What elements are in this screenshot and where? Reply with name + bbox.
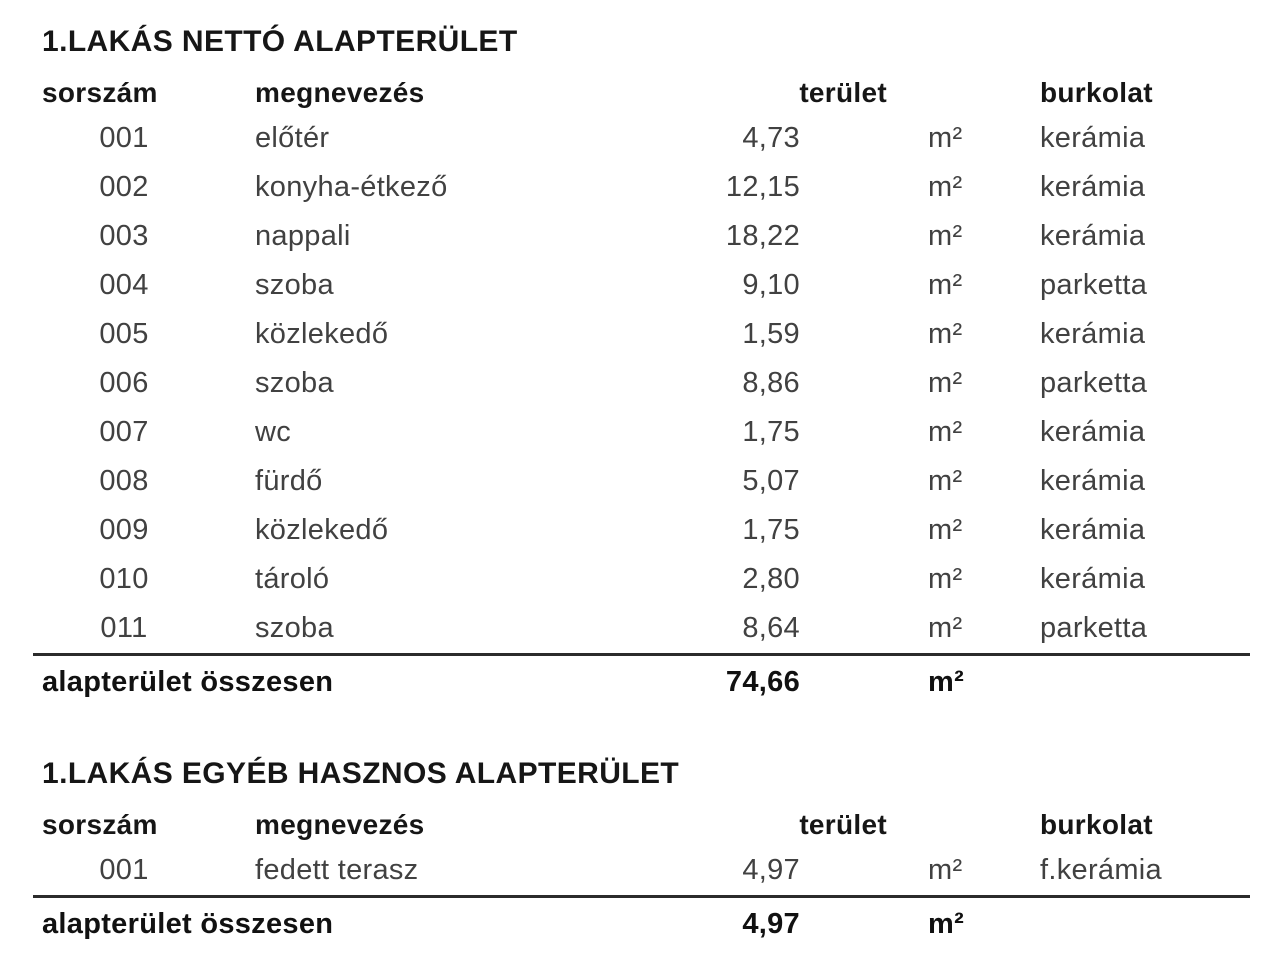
cell-burkolat: kerámia <box>1040 220 1146 252</box>
cell-sorszam: 011 <box>100 612 148 644</box>
table-row <box>33 310 1250 359</box>
cell-sorszam: 001 <box>99 854 149 886</box>
cell-terulet: 18,22 <box>725 220 800 252</box>
cell-sorszam: 008 <box>99 465 149 497</box>
table-row <box>33 261 1250 310</box>
column-header-burkolat: burkolat <box>1040 809 1153 840</box>
column-header-terulet: terület <box>799 77 887 108</box>
cell-burkolat: kerámia <box>1040 416 1146 448</box>
cell-terulet: 5,07 <box>742 465 800 497</box>
cell-unit: m² <box>928 122 963 154</box>
cell-terulet: 1,75 <box>742 514 800 546</box>
total-label: alapterület összesen <box>42 907 334 940</box>
cell-unit: m² <box>928 171 963 203</box>
table-row <box>33 408 1250 457</box>
cell-megnevezes: közlekedő <box>255 318 389 350</box>
cell-megnevezes: fürdő <box>255 465 323 497</box>
table-row <box>33 846 1250 895</box>
cell-sorszam: 010 <box>99 563 149 595</box>
cell-sorszam: 003 <box>99 220 149 252</box>
cell-burkolat: kerámia <box>1040 514 1146 546</box>
cell-sorszam: 001 <box>99 122 149 154</box>
cell-megnevezes: szoba <box>255 269 334 301</box>
cell-sorszam: 006 <box>99 367 149 399</box>
table-row <box>33 163 1250 212</box>
cell-sorszam: 002 <box>99 171 149 203</box>
cell-unit: m² <box>928 465 963 497</box>
cell-megnevezes: konyha-étkező <box>255 171 448 203</box>
cell-megnevezes: közlekedő <box>255 514 389 546</box>
column-header-megnevezes: megnevezés <box>255 77 425 108</box>
table-title: 1.LAKÁS NETTÓ ALAPTERÜLET <box>42 25 518 58</box>
table-header-row <box>33 804 1250 846</box>
table-row <box>33 359 1250 408</box>
cell-megnevezes: nappali <box>255 220 351 252</box>
cell-megnevezes: wc <box>255 416 292 448</box>
cell-unit: m² <box>928 367 963 399</box>
cell-terulet: 9,10 <box>742 269 800 301</box>
total-label: alapterület összesen <box>42 665 334 698</box>
cell-unit: m² <box>928 514 963 546</box>
total-unit: m² <box>928 907 965 940</box>
total-terulet: 74,66 <box>725 665 800 698</box>
table-row <box>33 604 1250 653</box>
cell-megnevezes: tároló <box>255 563 330 595</box>
cell-burkolat: f.kerámia <box>1040 854 1162 886</box>
table-title: 1.LAKÁS EGYÉB HASZNOS ALAPTERÜLET <box>42 757 680 790</box>
cell-burkolat: parketta <box>1040 612 1148 644</box>
cell-burkolat: parketta <box>1040 367 1148 399</box>
total-unit: m² <box>928 665 965 698</box>
column-header-terulet: terület <box>799 809 887 840</box>
cell-megnevezes: előtér <box>255 122 330 154</box>
cell-sorszam: 004 <box>99 269 149 301</box>
cell-terulet: 12,15 <box>725 171 800 203</box>
cell-unit: m² <box>928 269 963 301</box>
cell-terulet: 1,75 <box>742 416 800 448</box>
cell-terulet: 8,64 <box>742 612 800 644</box>
table-total-row <box>33 895 1250 950</box>
cell-burkolat: kerámia <box>1040 171 1146 203</box>
table-row <box>33 114 1250 163</box>
column-header-megnevezes: megnevezés <box>255 809 425 840</box>
cell-unit: m² <box>928 854 963 886</box>
cell-sorszam: 007 <box>99 416 149 448</box>
table-total-row <box>33 653 1250 708</box>
table-row <box>33 457 1250 506</box>
cell-unit: m² <box>928 318 963 350</box>
table-row <box>33 506 1250 555</box>
cell-terulet: 1,59 <box>742 318 800 350</box>
cell-burkolat: kerámia <box>1040 465 1146 497</box>
total-terulet: 4,97 <box>742 907 800 940</box>
cell-terulet: 8,86 <box>742 367 800 399</box>
cell-terulet: 2,80 <box>742 563 800 595</box>
cell-burkolat: kerámia <box>1040 563 1146 595</box>
cell-megnevezes: szoba <box>255 612 334 644</box>
cell-sorszam: 009 <box>99 514 149 546</box>
column-header-sorszam: sorszám <box>42 77 158 108</box>
cell-megnevezes: fedett terasz <box>255 854 419 886</box>
cell-terulet: 4,73 <box>742 122 800 154</box>
cell-burkolat: parketta <box>1040 269 1148 301</box>
table-row <box>33 212 1250 261</box>
cell-terulet: 4,97 <box>742 854 800 886</box>
other-floor-area-table <box>33 758 1250 950</box>
cell-burkolat: kerámia <box>1040 318 1146 350</box>
net-floor-area-table <box>33 0 1250 708</box>
cell-megnevezes: szoba <box>255 367 334 399</box>
cell-unit: m² <box>928 416 963 448</box>
table-header-row <box>33 72 1250 114</box>
table-row <box>33 555 1250 604</box>
column-header-burkolat: burkolat <box>1040 77 1153 108</box>
cell-unit: m² <box>928 563 963 595</box>
column-header-sorszam: sorszám <box>42 809 158 840</box>
cell-unit: m² <box>928 220 963 252</box>
cell-sorszam: 005 <box>99 318 149 350</box>
cell-unit: m² <box>928 612 963 644</box>
cell-burkolat: kerámia <box>1040 122 1146 154</box>
